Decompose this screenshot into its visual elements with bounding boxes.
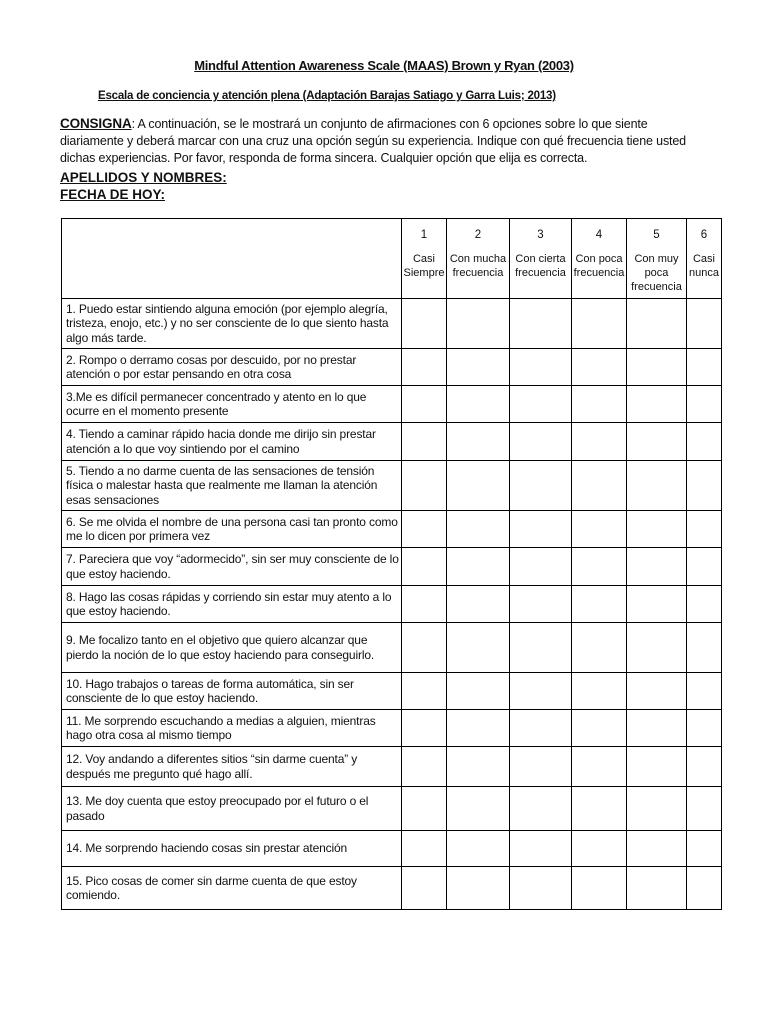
answer-cell-3[interactable] xyxy=(510,586,572,623)
answer-cell-2[interactable] xyxy=(447,423,510,461)
table-row xyxy=(62,299,722,349)
item-text: 10. Hago trabajos o tareas de forma automática, sin ser consciente de lo que estoy haciendo. xyxy=(62,673,402,710)
item-text: 12. Voy andando a diferentes sitios “sin darme cuenta” y después me pregunto qué hago allí. xyxy=(62,747,402,787)
answer-cell-2[interactable] xyxy=(447,299,510,349)
answer-cell-3[interactable] xyxy=(510,423,572,461)
answer-cell-4[interactable] xyxy=(572,586,627,623)
table-row xyxy=(62,623,722,673)
answer-cell-6[interactable] xyxy=(687,831,722,867)
answer-cell-6[interactable] xyxy=(687,299,722,349)
answer-cell-4[interactable] xyxy=(572,623,627,673)
item-text: 1. Puedo estar sintiendo alguna emoción (por ejemplo alegría, tristeza, enojo, etc.) y no ser consciente de lo que siento hasta algo más tarde. xyxy=(62,299,402,349)
option-label: Casi Siempre xyxy=(403,253,445,279)
answer-cell-5[interactable] xyxy=(627,710,687,747)
answer-cell-4[interactable] xyxy=(572,511,627,548)
answer-cell-6[interactable] xyxy=(687,386,722,423)
answer-cell-1[interactable] xyxy=(402,787,447,831)
option-header-6 xyxy=(687,219,722,299)
answer-cell-3[interactable] xyxy=(510,747,572,787)
item-text: 14. Me sorprendo haciendo cosas sin prestar atención xyxy=(62,831,402,867)
item-text: 3.Me es difícil permanecer concentrado y atento en lo que ocurre en el momento presente xyxy=(62,386,402,423)
answer-cell-6[interactable] xyxy=(687,423,722,461)
answer-cell-3[interactable] xyxy=(510,511,572,548)
item-text: 8. Hago las cosas rápidas y corriendo sin estar muy atento a lo que estoy haciendo. xyxy=(62,586,402,623)
answer-cell-6[interactable] xyxy=(687,787,722,831)
answer-cell-6[interactable] xyxy=(687,623,722,673)
table-header-row xyxy=(62,219,722,299)
table-row xyxy=(62,386,722,423)
answer-cell-4[interactable] xyxy=(572,787,627,831)
answer-cell-2[interactable] xyxy=(447,623,510,673)
answer-cell-2[interactable] xyxy=(447,548,510,586)
item-text: 9. Me focalizo tanto en el objetivo que quiero alcanzar que pierdo la noción de lo que estoy haciendo para conseguirlo. xyxy=(62,623,402,673)
answer-cell-1[interactable] xyxy=(402,511,447,548)
answer-cell-4[interactable] xyxy=(572,386,627,423)
answer-cell-5[interactable] xyxy=(627,461,687,511)
table-row xyxy=(62,586,722,623)
answer-cell-3[interactable] xyxy=(510,349,572,386)
table-row xyxy=(62,867,722,910)
answer-cell-4[interactable] xyxy=(572,349,627,386)
answer-cell-1[interactable] xyxy=(402,299,447,349)
option-number: 6 xyxy=(700,229,708,241)
answer-cell-6[interactable] xyxy=(687,461,722,511)
page-title: Mindful Attention Awareness Scale (MAAS) Brown y Ryan (2003) xyxy=(194,58,574,73)
answer-cell-3[interactable] xyxy=(510,386,572,423)
item-text: 13. Me doy cuenta que estoy preocupado por el futuro o el pasado xyxy=(62,787,402,831)
answer-cell-1[interactable] xyxy=(402,623,447,673)
item-text: 2. Rompo o derramo cosas por descuido, por no prestar atención o por estar pensando en otra cosa xyxy=(62,349,402,386)
instructions xyxy=(60,115,710,167)
answer-cell-5[interactable] xyxy=(627,511,687,548)
answer-cell-1[interactable] xyxy=(402,423,447,461)
answer-cell-5[interactable] xyxy=(627,787,687,831)
answer-cell-3[interactable] xyxy=(510,673,572,710)
answer-cell-3[interactable] xyxy=(510,623,572,673)
answer-cell-4[interactable] xyxy=(572,747,627,787)
answer-cell-3[interactable] xyxy=(510,548,572,586)
option-number: 2 xyxy=(474,229,482,241)
option-label: Con muy poca frecuencia xyxy=(631,253,682,293)
answer-cell-5[interactable] xyxy=(627,586,687,623)
answer-cell-5[interactable] xyxy=(627,747,687,787)
answer-cell-5[interactable] xyxy=(627,548,687,586)
table-row xyxy=(62,511,722,548)
answer-cell-2[interactable] xyxy=(447,511,510,548)
answer-cell-1[interactable] xyxy=(402,349,447,386)
table-row xyxy=(62,548,722,586)
answer-cell-3[interactable] xyxy=(510,787,572,831)
answer-cell-4[interactable] xyxy=(572,548,627,586)
answer-cell-6[interactable] xyxy=(687,349,722,386)
answer-cell-5[interactable] xyxy=(627,349,687,386)
answer-cell-4[interactable] xyxy=(572,423,627,461)
answer-cell-3[interactable] xyxy=(510,867,572,910)
item-text: 11. Me sorprendo escuchando a medias a alguien, mientras hago otra cosa al mismo tiempo xyxy=(62,710,402,747)
table-row xyxy=(62,747,722,787)
table-row xyxy=(62,831,722,867)
answer-cell-6[interactable] xyxy=(687,867,722,910)
answer-cell-2[interactable] xyxy=(447,586,510,623)
answer-cell-1[interactable] xyxy=(402,386,447,423)
option-header-2 xyxy=(447,219,510,299)
item-text: 15. Pico cosas de comer sin darme cuenta de que estoy comiendo. xyxy=(62,867,402,910)
option-label: Con poca frecuencia xyxy=(573,253,625,279)
instructions-text: : A continuación, se le mostrará un conjunto de afirmaciones con 6 opciones sobre lo que siente diariamente y deberá marcar con una cruz una opción según su experiencia. Indique con qué frecuencia tiene usted dichas experiencias. Por favor, responda de forma sincera. Cualquier opción que elija es correcta. xyxy=(60,117,686,165)
scale-table xyxy=(61,218,722,910)
page-subtitle: Escala de conciencia y atención plena (Adaptación Barajas Satiago y Garra Luis; 2013) xyxy=(98,90,556,102)
answer-cell-3[interactable] xyxy=(510,831,572,867)
answer-cell-2[interactable] xyxy=(447,787,510,831)
answer-cell-4[interactable] xyxy=(572,299,627,349)
header-blank-cell xyxy=(62,219,402,299)
item-text: 4. Tiendo a caminar rápido hacia donde me dirijo sin prestar atención a lo que voy sintiendo por el camino xyxy=(62,423,402,461)
answer-cell-5[interactable] xyxy=(627,386,687,423)
answer-cell-2[interactable] xyxy=(447,386,510,423)
table-row xyxy=(62,461,722,511)
answer-cell-1[interactable] xyxy=(402,461,447,511)
names-field-label: APELLIDOS Y NOMBRES: xyxy=(60,170,227,185)
answer-cell-5[interactable] xyxy=(627,423,687,461)
option-number: 5 xyxy=(653,229,660,241)
answer-cell-2[interactable] xyxy=(447,747,510,787)
answer-cell-2[interactable] xyxy=(447,710,510,747)
answer-cell-1[interactable] xyxy=(402,710,447,747)
answer-cell-2[interactable] xyxy=(447,867,510,910)
answer-cell-2[interactable] xyxy=(447,831,510,867)
table-row xyxy=(62,673,722,710)
answer-cell-6[interactable] xyxy=(687,673,722,710)
option-header-5 xyxy=(627,219,687,299)
answer-cell-1[interactable] xyxy=(402,548,447,586)
answer-cell-1[interactable] xyxy=(402,673,447,710)
answer-cell-4[interactable] xyxy=(572,461,627,511)
answer-cell-4[interactable] xyxy=(572,831,627,867)
table-row xyxy=(62,787,722,831)
option-number: 3 xyxy=(537,229,544,241)
answer-cell-1[interactable] xyxy=(402,867,447,910)
answer-cell-5[interactable] xyxy=(627,673,687,710)
answer-cell-5[interactable] xyxy=(627,867,687,910)
answer-cell-1[interactable] xyxy=(402,831,447,867)
answer-cell-1[interactable] xyxy=(402,747,447,787)
option-label: Casi nunca xyxy=(689,253,719,279)
option-label: Con mucha frecuencia xyxy=(449,253,507,279)
answer-cell-4[interactable] xyxy=(572,867,627,910)
option-header-4 xyxy=(572,219,627,299)
option-header-1 xyxy=(402,219,447,299)
answer-cell-4[interactable] xyxy=(572,673,627,710)
answer-cell-5[interactable] xyxy=(627,831,687,867)
answer-cell-2[interactable] xyxy=(447,461,510,511)
answer-cell-6[interactable] xyxy=(687,747,722,787)
answer-cell-3[interactable] xyxy=(510,461,572,511)
answer-cell-3[interactable] xyxy=(510,710,572,747)
answer-cell-3[interactable] xyxy=(510,299,572,349)
table-row xyxy=(62,423,722,461)
table-row xyxy=(62,349,722,386)
table-row xyxy=(62,710,722,747)
item-text: 6. Se me olvida el nombre de una persona casi tan pronto como me lo dicen por primera vez xyxy=(62,511,402,548)
answer-cell-6[interactable] xyxy=(687,511,722,548)
option-header-3 xyxy=(510,219,572,299)
answer-cell-6[interactable] xyxy=(687,548,722,586)
answer-cell-4[interactable] xyxy=(572,710,627,747)
option-label: Con cierta frecuencia xyxy=(515,253,566,279)
answer-cell-5[interactable] xyxy=(627,623,687,673)
option-number: 4 xyxy=(595,229,603,241)
answer-cell-5[interactable] xyxy=(627,299,687,349)
answer-cell-6[interactable] xyxy=(687,586,722,623)
answer-cell-6[interactable] xyxy=(687,710,722,747)
instructions-label: CONSIGNA xyxy=(60,116,132,131)
answer-cell-2[interactable] xyxy=(447,673,510,710)
answer-cell-2[interactable] xyxy=(447,349,510,386)
answer-cell-1[interactable] xyxy=(402,586,447,623)
date-field-label: FECHA DE HOY: xyxy=(60,187,166,202)
item-text: 7. Pareciera que voy “adormecido”, sin ser muy consciente de lo que estoy haciendo. xyxy=(62,548,402,586)
option-number: 1 xyxy=(420,229,428,241)
item-text: 5. Tiendo a no darme cuenta de las sensaciones de tensión física o malestar hasta que realmente me llaman la atención esas sensaciones xyxy=(62,461,402,511)
